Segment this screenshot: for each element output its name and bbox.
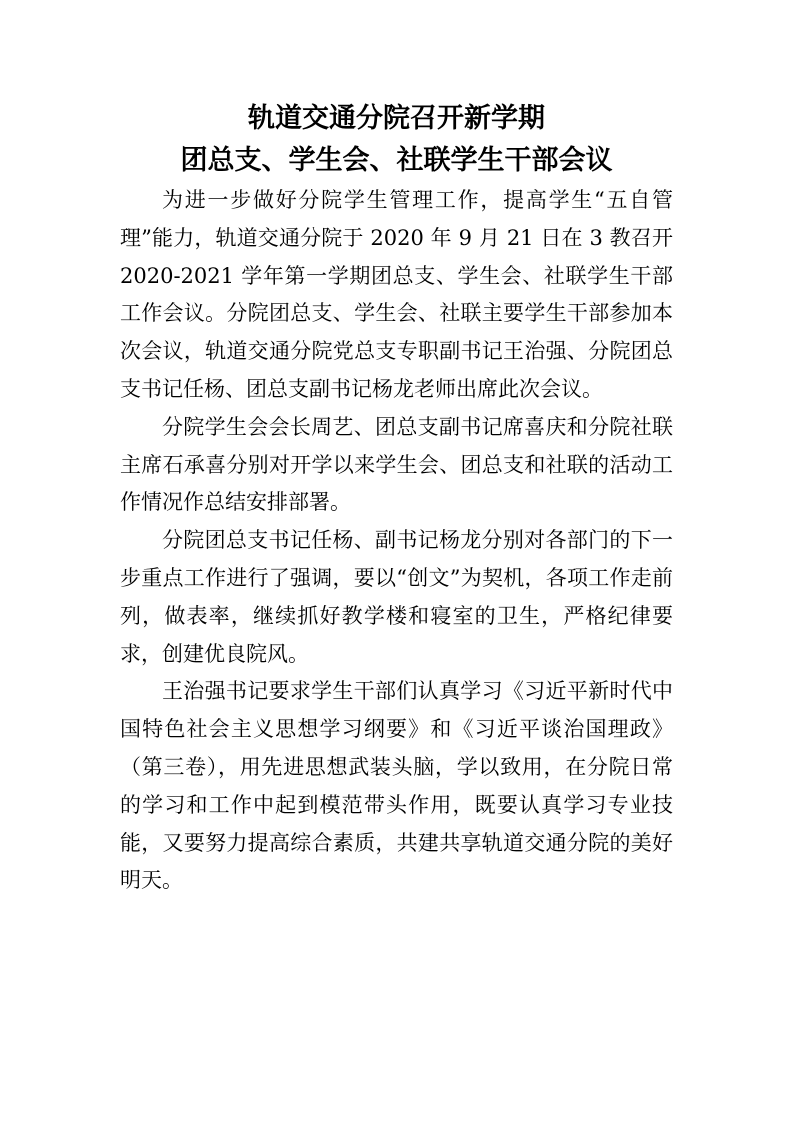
paragraph-secretary-requirements: 王治强书记要求学生干部们认真学习《习近平新时代中国特色社会主义思想学习纲要》和《习近平谈治国理政》（第三卷），用先进思想武装头脑，学以致用，在分院日常的学习和工作中起到模范带头作用，既要认真学习专业技能，又要努力提高综合素质，共建共享轨道交通分院的美好明天。 bbox=[120, 679, 673, 893]
paragraph-work-emphasis: 分院团总支书记任杨、副书记杨龙分别对各部门的下一步重点工作进行了强调，要以“创文”为契机，各项工作走前列，做表率，继续抓好教学楼和寝室的卫生，严格纪律要求，创建优良院风。 bbox=[120, 528, 673, 666]
document-title bbox=[120, 98, 673, 182]
paragraph-meeting-overview: 为进一步做好分院学生管理工作，提高学生“五自管理”能力，轨道交通分院于 2020 年 9 月 21 日在 3 教召开 2020-2021 学年第一学期团总支、学生会、社联学生干部工作会议。分院团总支、学生会、社联主要学生干部参加本次会议，轨道交通分院党总支专职副书记王治强、分院团总支书记任杨、团总支副书记杨龙老师出席此次会议。 bbox=[120, 188, 673, 401]
title-line-2: 团总支、学生会、社联学生干部会议 bbox=[180, 145, 613, 176]
title-line-1: 轨道交通分院召开新学期 bbox=[248, 103, 545, 134]
paragraph-work-summary: 分院学生会会长周艺、团总支副书记席喜庆和分院社联主席石承喜分别对开学以来学生会、团总支和社联的活动工作情况作总结安排部署。 bbox=[120, 414, 673, 515]
document-body bbox=[120, 182, 673, 900]
